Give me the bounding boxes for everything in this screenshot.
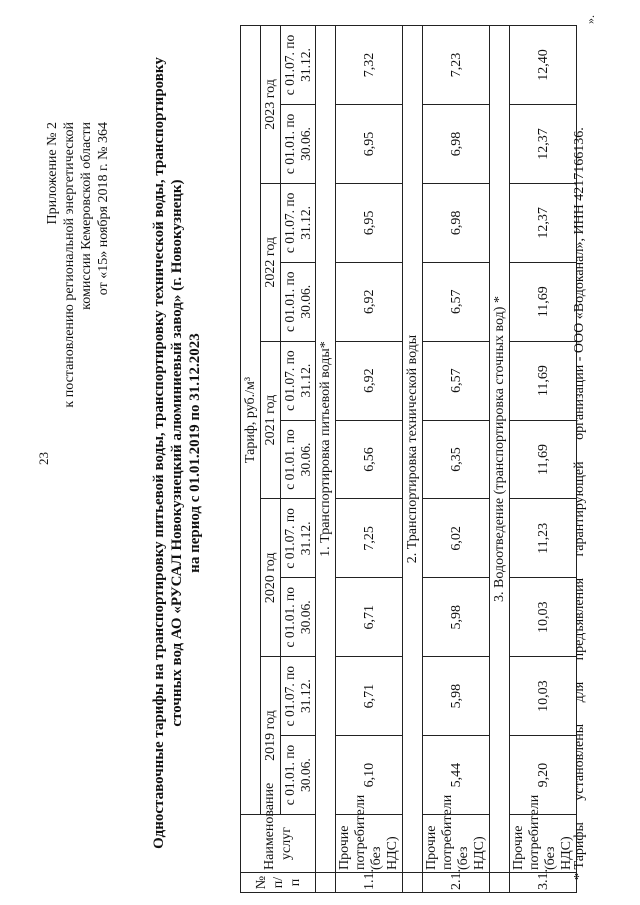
tariff-value: 12,37 (510, 104, 577, 183)
footnote (572, 109, 588, 880)
row-name: Прочие потребители (без НДС) (336, 815, 403, 873)
appendix-line: от «15» ноября 2018 г. № 364 (96, 122, 111, 296)
tariff-value: 5,98 (423, 578, 490, 657)
footnote-word: для (572, 681, 587, 703)
footnote-word: организации - ООО «Водоканал», ИНН 4217166136. (572, 127, 587, 440)
footnote-word: гарантирующей (572, 461, 587, 557)
header-name: Наименование услуг (241, 815, 316, 873)
section-spacer (490, 873, 510, 893)
tariff-value: 5,44 (423, 736, 490, 815)
table-row (423, 26, 490, 893)
tariff-value: 6,35 (423, 420, 490, 499)
tariff-value: 7,25 (336, 499, 403, 578)
row-number: 2.1. (423, 873, 490, 893)
title-line: сточных вод АО «РУСАЛ Новокузнецкий алюминиевый завод» (г. Новокузнецк) (169, 179, 185, 727)
header-year: 2019 год (261, 657, 281, 815)
appendix-line: комиссии Кемеровской области (79, 122, 94, 310)
tariff-value: 6,57 (423, 262, 490, 341)
header-period: с 01.01. по 30.06. (281, 736, 316, 815)
tariff-value: 6,95 (336, 183, 403, 262)
header-year: 2020 год (261, 499, 281, 657)
tariff-value: 12,37 (510, 183, 577, 262)
appendix-line: к постановлению региональной энергетической (62, 122, 77, 408)
tariff-value: 6,71 (336, 657, 403, 736)
tariff-value: 6,56 (336, 420, 403, 499)
table-row (336, 26, 403, 893)
section-title: 2. Транспортировка технической воды (403, 26, 423, 873)
tariff-value: 9,20 (510, 736, 577, 815)
row-name: Прочие потребители (без НДС) (423, 815, 490, 873)
section-title: 1. Транспортировка питьевой воды* (316, 26, 336, 873)
footnote-word: установлены (572, 723, 587, 801)
tariff-value: 12,40 (510, 26, 577, 105)
tariff-value: 6,98 (423, 104, 490, 183)
document-title (150, 43, 204, 863)
header-year: 2022 год (261, 183, 281, 341)
header-period: с 01.07. по 31.12. (281, 657, 316, 736)
header-year: 2021 год (261, 341, 281, 499)
tariff-value: 11,23 (510, 499, 577, 578)
tariff-value: 6,10 (336, 736, 403, 815)
section-title: 3. Водоотведение (транспортировка сточных вод) * (490, 26, 510, 873)
tariff-value: 5,98 (423, 657, 490, 736)
tariff-value: 10,03 (510, 578, 577, 657)
section-spacer (403, 873, 423, 893)
tariff-value: 11,69 (510, 420, 577, 499)
header-period: с 01.01. по 30.06. (281, 104, 316, 183)
footnote-word: * Тарифы (572, 822, 587, 880)
row-number: 3.1. (510, 873, 577, 893)
closing-quote-mark: ». (583, 15, 597, 24)
header-tariff: Тариф, руб./м³ (241, 26, 261, 815)
tariff-value: 11,69 (510, 262, 577, 341)
page-number: 23 (36, 452, 51, 465)
tariff-value: 6,02 (423, 499, 490, 578)
tariff-value: 10,03 (510, 657, 577, 736)
header-period: с 01.07. по 31.12. (281, 183, 316, 262)
header-period: с 01.01. по 30.06. (281, 262, 316, 341)
tariff-value: 6,71 (336, 578, 403, 657)
header-year: 2023 год (261, 26, 281, 184)
tariff-value: 6,92 (336, 262, 403, 341)
tariff-value: 6,95 (336, 104, 403, 183)
header-period: с 01.07. по 31.12. (281, 341, 316, 420)
tariff-value: 6,98 (423, 183, 490, 262)
header-period: с 01.07. по 31.12. (281, 499, 316, 578)
title-line: на период с 01.01.2019 по 31.12.2023 (187, 333, 203, 573)
appendix-title: Приложение № 2 (45, 122, 60, 225)
appendix-header (44, 122, 112, 408)
row-number: 1.1. (336, 873, 403, 893)
header-period: с 01.07. по 31.12. (281, 26, 316, 105)
tariff-value: 7,32 (336, 26, 403, 105)
section-spacer (316, 873, 336, 893)
header-period: с 01.01. по 30.06. (281, 578, 316, 657)
table-row (510, 26, 577, 893)
row-name: Прочие потребители (без НДС) (510, 815, 577, 873)
tariff-table (240, 25, 577, 893)
header-period: с 01.01. по 30.06. (281, 420, 316, 499)
title-line: Одноставочные тарифы на транспортировку питьевой воды, транспортировку технической воды, транспортировку (151, 57, 167, 849)
tariff-value: 6,92 (336, 341, 403, 420)
tariff-value: 7,23 (423, 26, 490, 105)
header-num: № п/п (241, 873, 316, 893)
tariff-value: 6,57 (423, 341, 490, 420)
tariff-value: 11,69 (510, 341, 577, 420)
footnote-word: предъявления (572, 577, 587, 661)
